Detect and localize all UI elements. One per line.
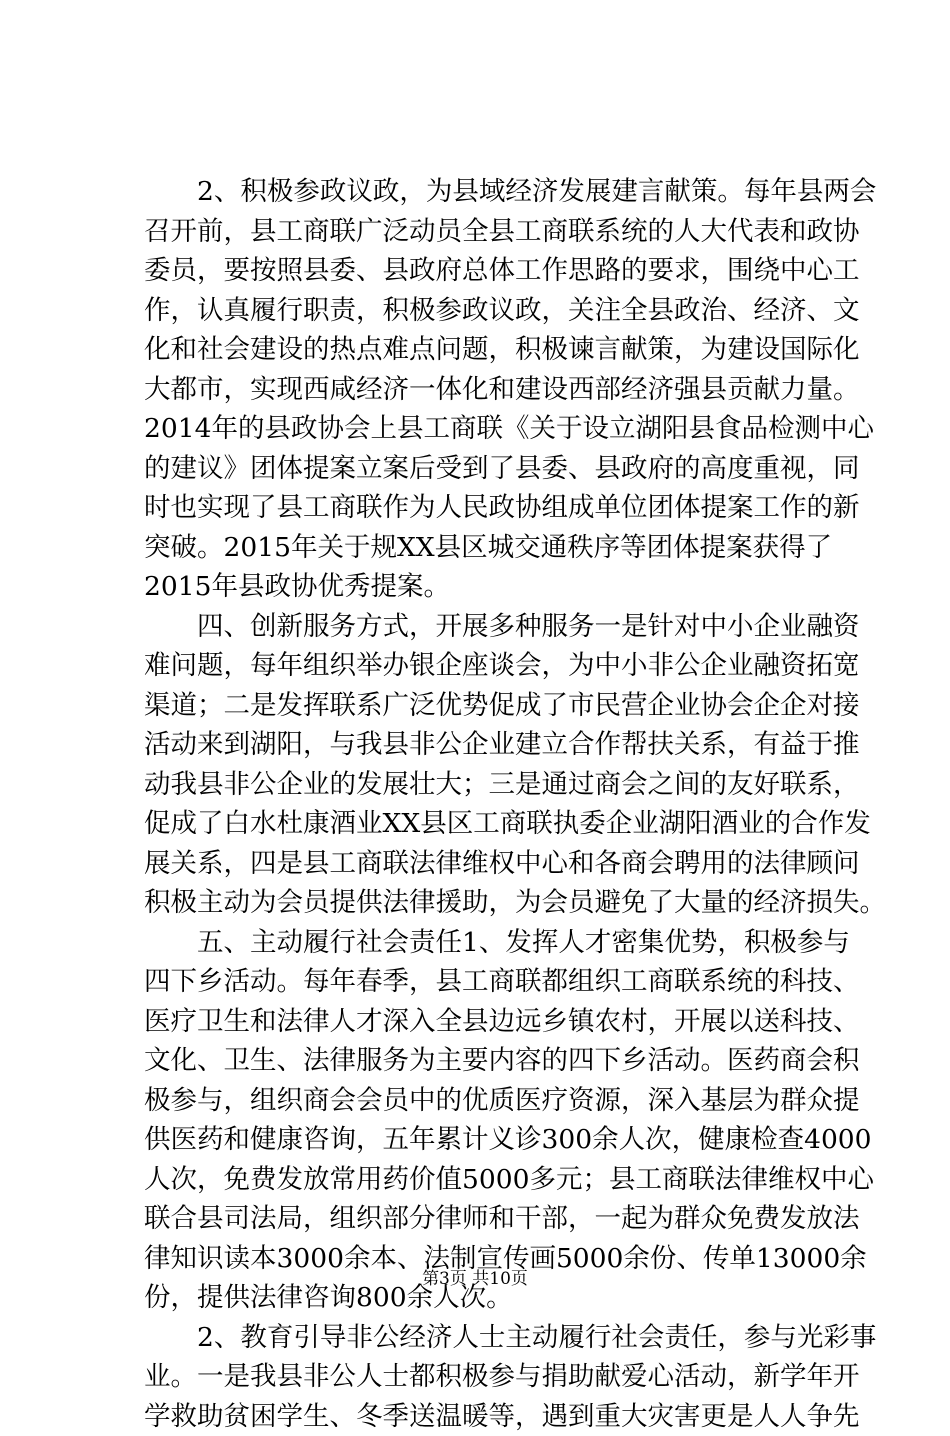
text-line: 2、积极参政议政，为县域经济发展建言献策。每年县两会	[144, 172, 832, 212]
text-line: 时也实现了县工商联作为人民政协组成单位团体提案工作的新	[144, 488, 832, 528]
text-line: 文化、卫生、法律服务为主要内容的四下乡活动。医药商会积	[144, 1041, 832, 1081]
paragraph-social-responsibility	[144, 923, 832, 1318]
text-line: 2、教育引导非公经济人士主动履行社会责任，参与光彩事	[144, 1318, 832, 1358]
text-line: 化和社会建设的热点难点问题，积极谏言献策，为建设国际化	[144, 330, 832, 370]
text-line: 四下乡活动。每年春季，县工商联都组织工商联系统的科技、	[144, 962, 832, 1002]
text-line: 展关系，四是县工商联法律维权中心和各商会聘用的法律顾问	[144, 844, 832, 884]
text-line: 律知识读本3000余本、法制宣传画5000余份、传单13000余	[144, 1239, 832, 1279]
text-line: 突破。2015年关于规XX县区城交通秩序等团体提案获得了	[144, 528, 832, 568]
text-line: 极参与，组织商会会员中的优质医疗资源，深入基层为群众提	[144, 1081, 832, 1121]
text-line: 学救助贫困学生、冬季送温暖等，遇到重大灾害更是人人争先	[144, 1397, 832, 1436]
text-line: 促成了白水杜康酒业XX县区工商联执委企业湖阳酒业的合作发	[144, 804, 832, 844]
text-line: 四、创新服务方式，开展多种服务一是针对中小企业融资	[144, 607, 832, 647]
document-body	[144, 172, 832, 1436]
text-line: 大都市，实现西咸经济一体化和建设西部经济强县贡献力量。	[144, 370, 832, 410]
text-line: 委员，要按照县委、县政府总体工作思路的要求，围绕中心工	[144, 251, 832, 291]
text-line: 业。一是我县非公人士都积极参与捐助献爱心活动，新学年开	[144, 1357, 832, 1397]
text-line: 动我县非公企业的发展壮大；三是通过商会之间的友好联系，	[144, 765, 832, 805]
text-line: 难问题，每年组织举办银企座谈会，为中小非公企业融资拓宽	[144, 646, 832, 686]
text-line: 召开前，县工商联广泛动员全县工商联系统的人大代表和政协	[144, 212, 832, 252]
text-line: 五、主动履行社会责任1、发挥人才密集优势，积极参与	[144, 923, 832, 963]
paragraph-service-innovation	[144, 607, 832, 923]
text-line: 份，提供法律咨询800余人次。	[144, 1278, 832, 1318]
paragraph-political-participation	[144, 172, 832, 607]
text-line: 活动来到湖阳，与我县非公企业建立合作帮扶关系，有益于推	[144, 725, 832, 765]
text-line: 供医药和健康咨询，五年累计义诊300余人次，健康检查4000	[144, 1120, 832, 1160]
text-line: 2014年的县政协会上县工商联《关于设立湖阳县食品检测中心	[144, 409, 832, 449]
page-number-footer: 第3页 共10页	[0, 1264, 950, 1289]
text-line: 医疗卫生和法律人才深入全县边远乡镇农村，开展以送科技、	[144, 1002, 832, 1042]
text-line: 联合县司法局，组织部分律师和干部，一起为群众免费发放法	[144, 1199, 832, 1239]
text-line: 人次，免费发放常用药价值5000多元；县工商联法律维权中心	[144, 1160, 832, 1200]
text-line: 渠道；二是发挥联系广泛优势促成了市民营企业协会企企对接	[144, 686, 832, 726]
text-line: 的建议》团体提案立案后受到了县委、县政府的高度重视，同	[144, 449, 832, 489]
paragraph-guiding-nonpublic	[144, 1318, 832, 1436]
text-line: 积极主动为会员提供法律援助，为会员避免了大量的经济损失。	[144, 883, 832, 923]
text-line: 2015年县政协优秀提案。	[144, 567, 832, 607]
text-line: 作，认真履行职责，积极参政议政，关注全县政治、经济、文	[144, 291, 832, 331]
